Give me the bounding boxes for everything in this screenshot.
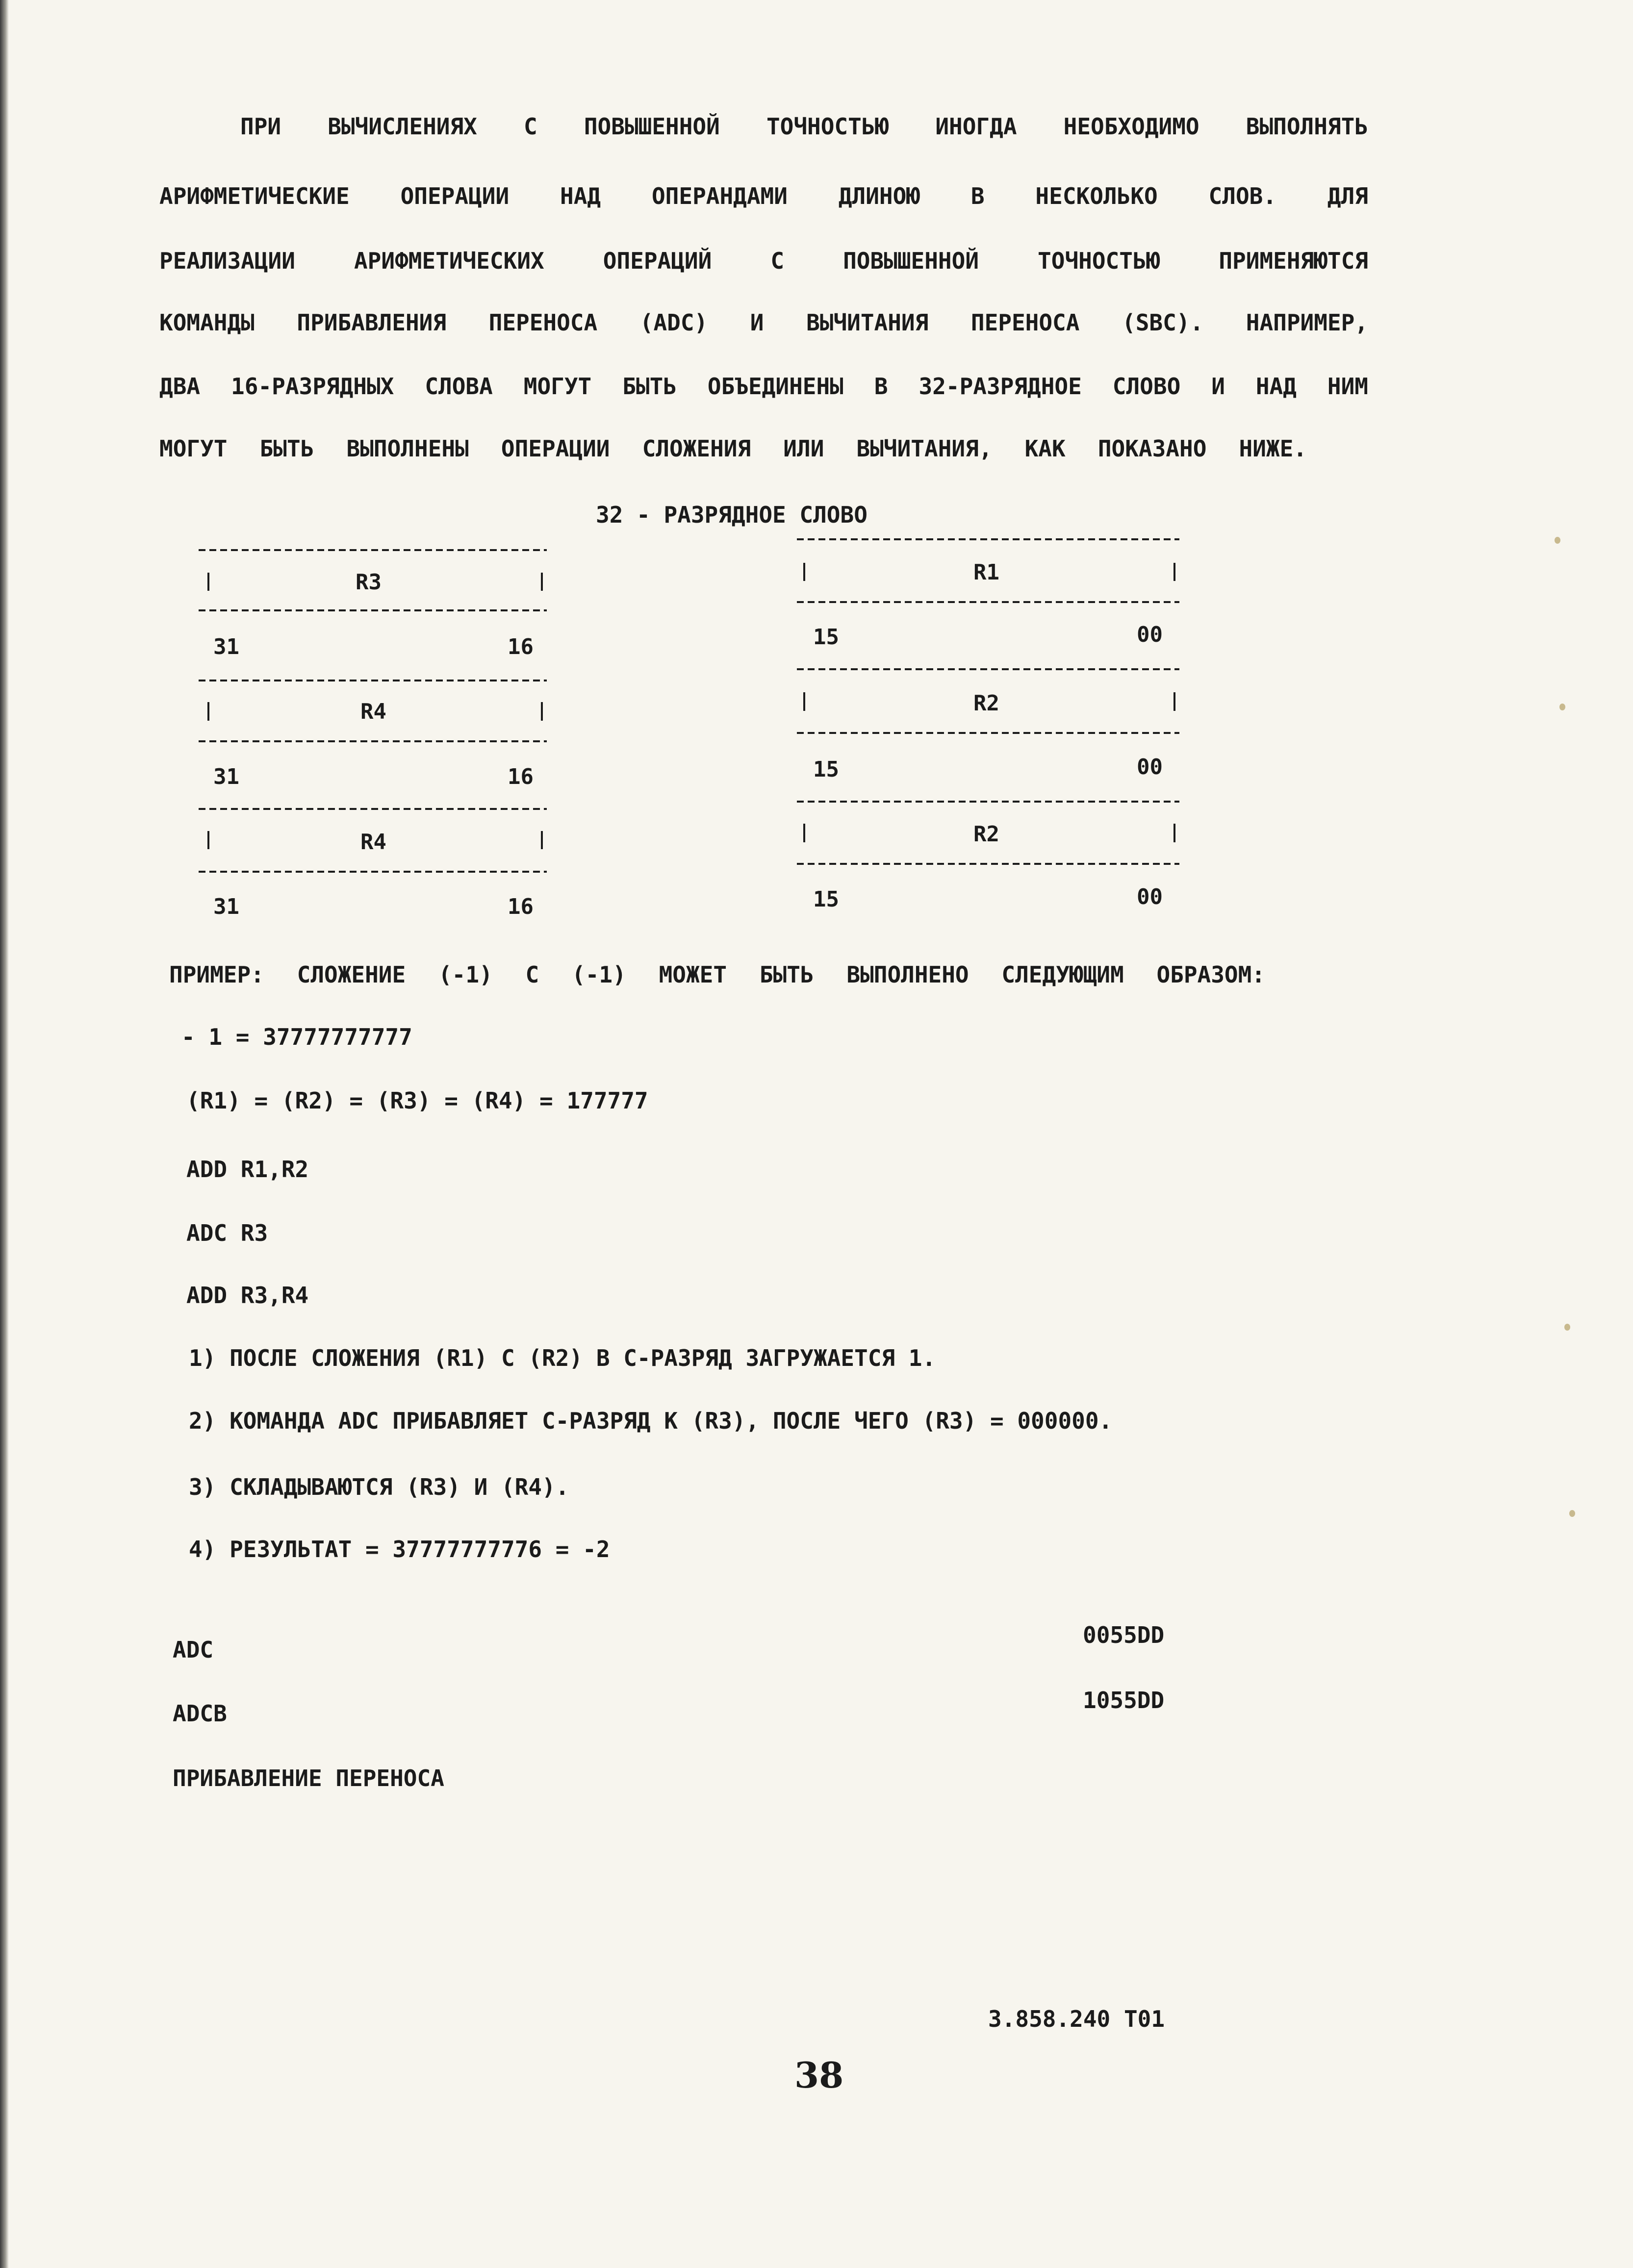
register-label: R2 <box>973 822 999 847</box>
example-heading: ПРИМЕР: СЛОЖЕНИЕ (-1) С (-1) МОЖЕТ БЫТЬ ВЫПОЛНЕНО СЛЕДУЮЩИМ ОБРАЗОМ: <box>169 961 1265 988</box>
intro-line: МОГУТ БЫТЬ ВЫПОЛНЕНЫ ОПЕРАЦИИ СЛОЖЕНИЯ ИЛИ ВЫЧИТАНИЯ, КАК ПОКАЗАНО НИЖЕ. <box>159 435 1307 462</box>
instruction-mnemonic: ADC <box>173 1637 214 1663</box>
bit-label: 00 <box>1137 755 1163 780</box>
scan-speck <box>1569 1510 1575 1517</box>
scan-speck <box>1559 704 1565 710</box>
register-label: R4 <box>360 699 386 724</box>
instruction-code: 0055DD <box>1083 1622 1165 1648</box>
intro-line: ПРИ ВЫЧИСЛЕНИЯХ С ПОВЫШЕННОЙ ТОЧНОСТЬЮ ИНОГДА НЕОБХОДИМО ВЫПОЛНЯТЬ <box>240 113 1368 140</box>
bit-label: 16 <box>508 634 534 659</box>
page-number: 38 <box>794 2054 844 2096</box>
example-line: 4) РЕЗУЛЬТАТ = 37777777776 = -2 <box>189 1536 610 1562</box>
bit-label: 15 <box>813 887 839 912</box>
bit-label: 31 <box>213 894 239 919</box>
intro-line: АРИФМЕТИЧЕСКИЕ ОПЕРАЦИИ НАД ОПЕРАНДАМИ ДЛИНОЮ В НЕСКОЛЬКО СЛОВ. ДЛЯ <box>159 183 1368 209</box>
scan-speck <box>1564 1324 1570 1331</box>
example-line: (R1) = (R2) = (R3) = (R4) = 177777 <box>186 1087 648 1114</box>
bit-label: 15 <box>813 625 839 650</box>
diagram-title: 32 - РАЗРЯДНОЕ СЛОВО <box>596 502 868 528</box>
example-line: 2) КОМАНДА ADC ПРИБАВЛЯЕТ С-РАЗРЯД К (R3), ПОСЛЕ ЧЕГО (R3) = 000000. <box>189 1408 1113 1434</box>
instruction-mnemonic: ADCB <box>173 1700 227 1727</box>
register-label: R2 <box>973 691 999 716</box>
document-code: 3.858.240 Т01 <box>988 2006 1165 2032</box>
example-line: ADD R3,R4 <box>186 1282 309 1309</box>
example-line: 1) ПОСЛЕ СЛОЖЕНИЯ (R1) С (R2) В С-РАЗРЯД ЗАГРУЖАЕТСЯ 1. <box>189 1345 936 1371</box>
intro-line: КОМАНДЫ ПРИБАВЛЕНИЯ ПЕРЕНОСА (ADC) И ВЫЧИТАНИЯ ПЕРЕНОСА (SBC). НАПРИМЕР, <box>159 309 1368 336</box>
example-line: - 1 = 37777777777 <box>181 1024 412 1050</box>
example-line: ADC R3 <box>186 1220 268 1246</box>
bit-label: 31 <box>213 764 239 789</box>
bit-label: 16 <box>508 894 534 919</box>
example-line: 3) СКЛАДЫВАЮТСЯ (R3) И (R4). <box>189 1474 569 1500</box>
register-label: R3 <box>356 570 382 595</box>
example-line: ADD R1,R2 <box>186 1156 309 1183</box>
instruction-code: 1055DD <box>1083 1687 1165 1714</box>
register-label: R1 <box>973 560 999 585</box>
intro-line: РЕАЛИЗАЦИИ АРИФМЕТИЧЕСКИХ ОПЕРАЦИЙ С ПОВЫШЕННОЙ ТОЧНОСТЬЮ ПРИМЕНЯЮТСЯ <box>159 248 1368 274</box>
bit-label: 16 <box>508 764 534 789</box>
intro-line: ДВА 16-РАЗРЯДНЫХ СЛОВА МОГУТ БЫТЬ ОБЪЕДИНЕНЫ В 32-РАЗРЯДНОЕ СЛОВО И НАД НИМ <box>159 373 1368 400</box>
bit-label: 15 <box>813 757 839 782</box>
bit-label: 31 <box>213 634 239 659</box>
scan-speck <box>1555 537 1560 544</box>
instruction-caption: ПРИБАВЛЕНИЕ ПЕРЕНОСА <box>173 1765 444 1791</box>
register-label: R4 <box>360 830 386 855</box>
bit-label: 00 <box>1137 622 1163 647</box>
bit-label: 00 <box>1137 884 1163 909</box>
